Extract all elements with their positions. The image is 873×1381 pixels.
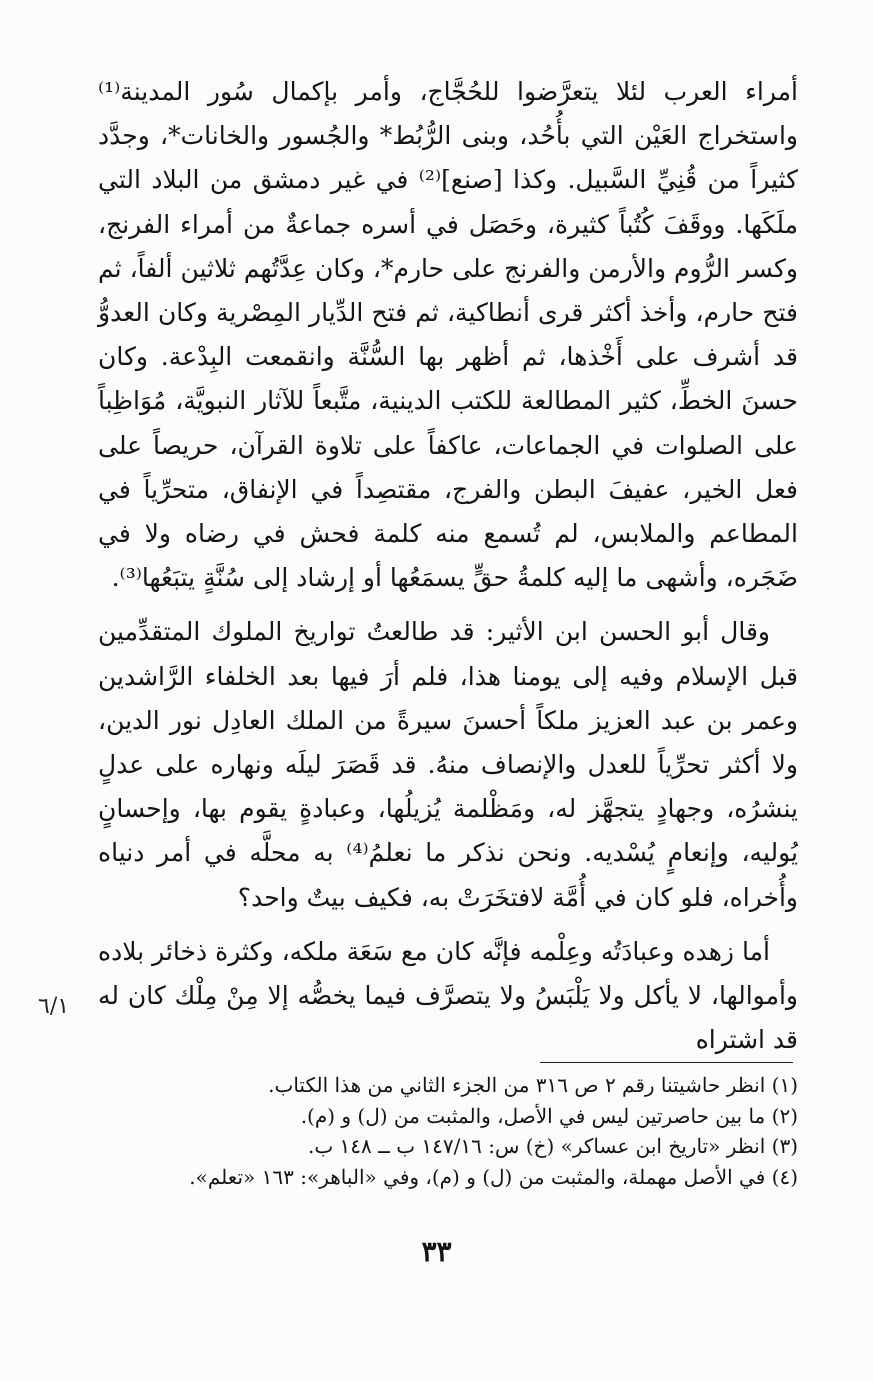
footnote-3: (٣) انظر «تاريخ ابن عساكر» (خ) س: ١٤٧/١٦ ب ــ ١٤٨ ب. <box>308 1134 798 1158</box>
paragraph-2: وقال أبو الحسن ابن الأثير: قد طالعتُ تواريخ الملوك المتقدِّمين قبل الإسلام وفيه إلى يومنا هذا، فلم أرَ فيها بعد الخلفاء الرَّاشدين وعمر بن عبد العزيز ملكاً أحسنَ سيرةً من الملك العادِل نور الدين، ولا أكثر تحرِّياً للعدل والإنصاف منهُ. قد قَصَرَ ليلَه ونهاره على عدلٍ ينشرُه، وجهادٍ يتجهَّز له، ومَظْلمة يُزيلُها، وعبادةٍ يقوم بها، وإحسانٍ يُوليه، وإنعامٍ يُسْديه. ونحن نذكر ما نعلمُ⁽⁴⁾ به محلَّه في أمر دنياه وأُخراه، فلو كان في أُمَّة لافتخَرَتْ به، فكيف بيتٌ واحد؟ <box>98 617 798 912</box>
footnote-divider <box>540 1062 793 1063</box>
main-text <box>98 70 798 1062</box>
paragraph-3: أما زهده وعبادَتُه وعِلْمه فإنَّه كان مع سَعَة ملكه، وكثرة ذخائر بلاده وأموالها، لا يأكل ولا يَلْبَسُ ولا يتصرَّف فيما يخصُّه إلا مِنْ مِلْك كان له قد اشتراه <box>98 936 798 1055</box>
footnote-2: (٢) ما بين حاصرتين ليس في الأصل، والمثبت من (ل) و (م). <box>300 1103 798 1128</box>
margin-marker: ٦/١ <box>38 994 70 1019</box>
paragraph-1: أمراء العرب لئلا يتعرَّضوا للحُجَّاج، وأمر بإكمال سُور المدينة⁽¹⁾ واستخراج العَيْن التي بأُحُد، وبنى الرُّبُط* والجُسور والخانات*، وجدَّد كثيراً من قُنِيِّ السَّبيل. وكذا [صنع]⁽²⁾ في غير دمشق من البلاد التي ملَكَها. ووقَفَ كُتُباً كثيرة، وحَصَل في أسره جماعةٌ من أمراء الفرنج، وكسر الرُّوم والأرمن والفرنج على حارم*، وكان عِدَّتُهم ثلاثين ألفاً، ثم فتح حارم، وأخذ أكثر قرى أنطاكية، ثم فتح الدِّيار المِصْرية وكان العدوُّ قد أشرف على أَخْذها، ثم أظهر بها السُّنَّة وانقمعت البِدْعة. وكان حسنَ الخطِّ، كثير المطالعة للكتب الدينية، متَّبعاً للآثار النبويَّة، مُوَاظِباً على الصلوات في الجماعات، عاكفاً على تلاوة القرآن، حريصاً على فعل الخير، عفيفَ البطن والفرج، مقتصِداً في الإنفاق، متحرِّياً في المطاعم والملابس، لم تُسمع منه كلمة فحش في رضاه ولا في ضَجَره، وأشهى ما إليه كلمةُ حقٍّ يسمَعُها أو إرشاد إلى سُنَّةٍ يتبَعُها⁽³⁾. <box>98 77 798 593</box>
footnote-1: (١) انظر حاشيتنا رقم ٢ ص ٣١٦ من الجزء الثاني من هذا الكتاب. <box>268 1073 798 1097</box>
footnote-4: (٤) في الأصل مهملة، والمثبت من (ل) و (م)، وفي «الباهر»: ١٦٣ «تعلم». <box>189 1164 798 1189</box>
footnotes <box>180 1070 798 1192</box>
page-number: ٣٣ <box>421 1235 452 1268</box>
